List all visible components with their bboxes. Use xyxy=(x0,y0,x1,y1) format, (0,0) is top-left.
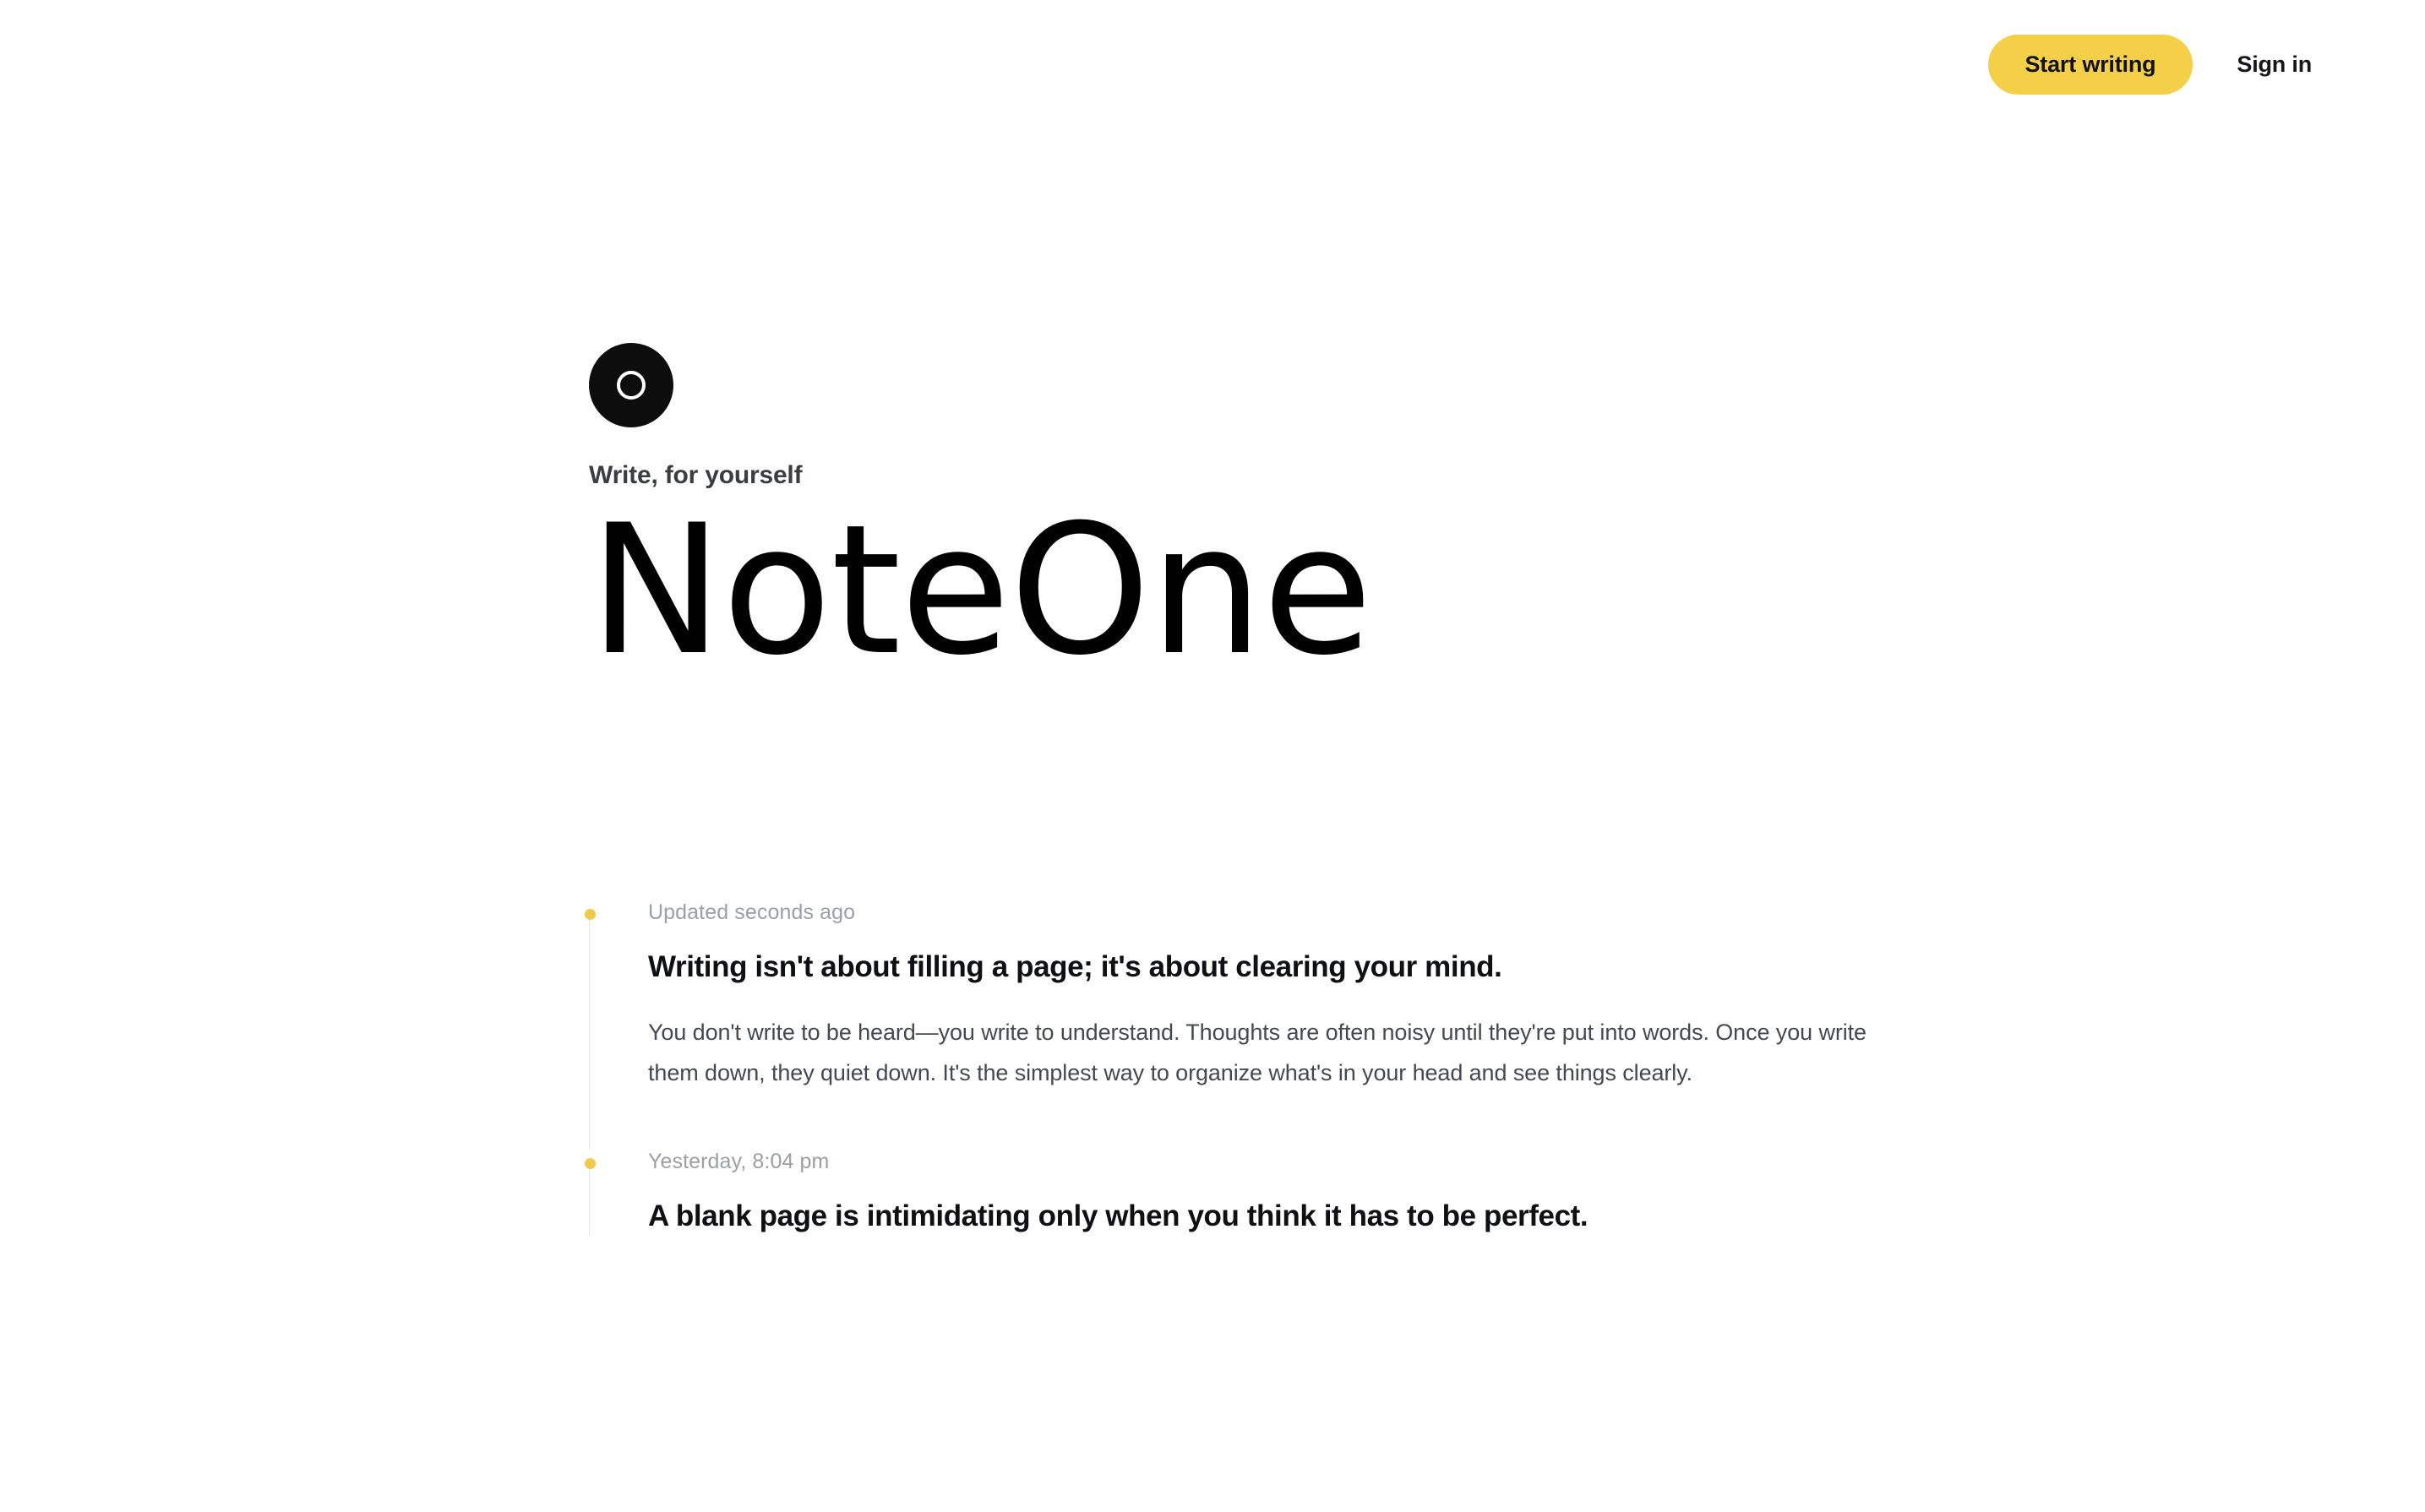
timeline-rail xyxy=(589,915,590,1149)
list-item[interactable] xyxy=(589,900,1941,1149)
entry-title[interactable]: Writing isn't about filling a page; it's about clearing your mind. xyxy=(648,950,1502,983)
timeline-dot-icon xyxy=(585,909,596,920)
hero-tagline: Write, for yourself xyxy=(589,461,803,489)
timeline-dot-icon xyxy=(585,1158,596,1169)
notes-timeline xyxy=(589,900,1941,1236)
sign-in-button[interactable]: Sign in xyxy=(2223,33,2325,96)
start-writing-button[interactable]: Start writing xyxy=(1988,35,2193,95)
entry-body: You don't write to be heard—you write to understand. Thoughts are often noisy until they're put into words. Once you write them down, they quiet down. It's the simplest way to organize what's in your head and see things clearly. xyxy=(648,1019,1866,1085)
top-navigation xyxy=(0,0,2425,128)
entry-title[interactable]: A blank page is intimidating only when you think it has to be perfect. xyxy=(648,1199,1589,1232)
logo-inner-ring xyxy=(617,371,646,400)
circle-ring-icon xyxy=(589,343,673,427)
entry-timestamp: Yesterday, 8:04 pm xyxy=(648,1149,830,1173)
hero-section xyxy=(589,343,1941,694)
list-item[interactable] xyxy=(589,1149,1941,1236)
page-title: NoteOne xyxy=(589,486,1372,694)
timeline-rail xyxy=(589,1164,590,1236)
entry-timestamp: Updated seconds ago xyxy=(648,900,856,924)
